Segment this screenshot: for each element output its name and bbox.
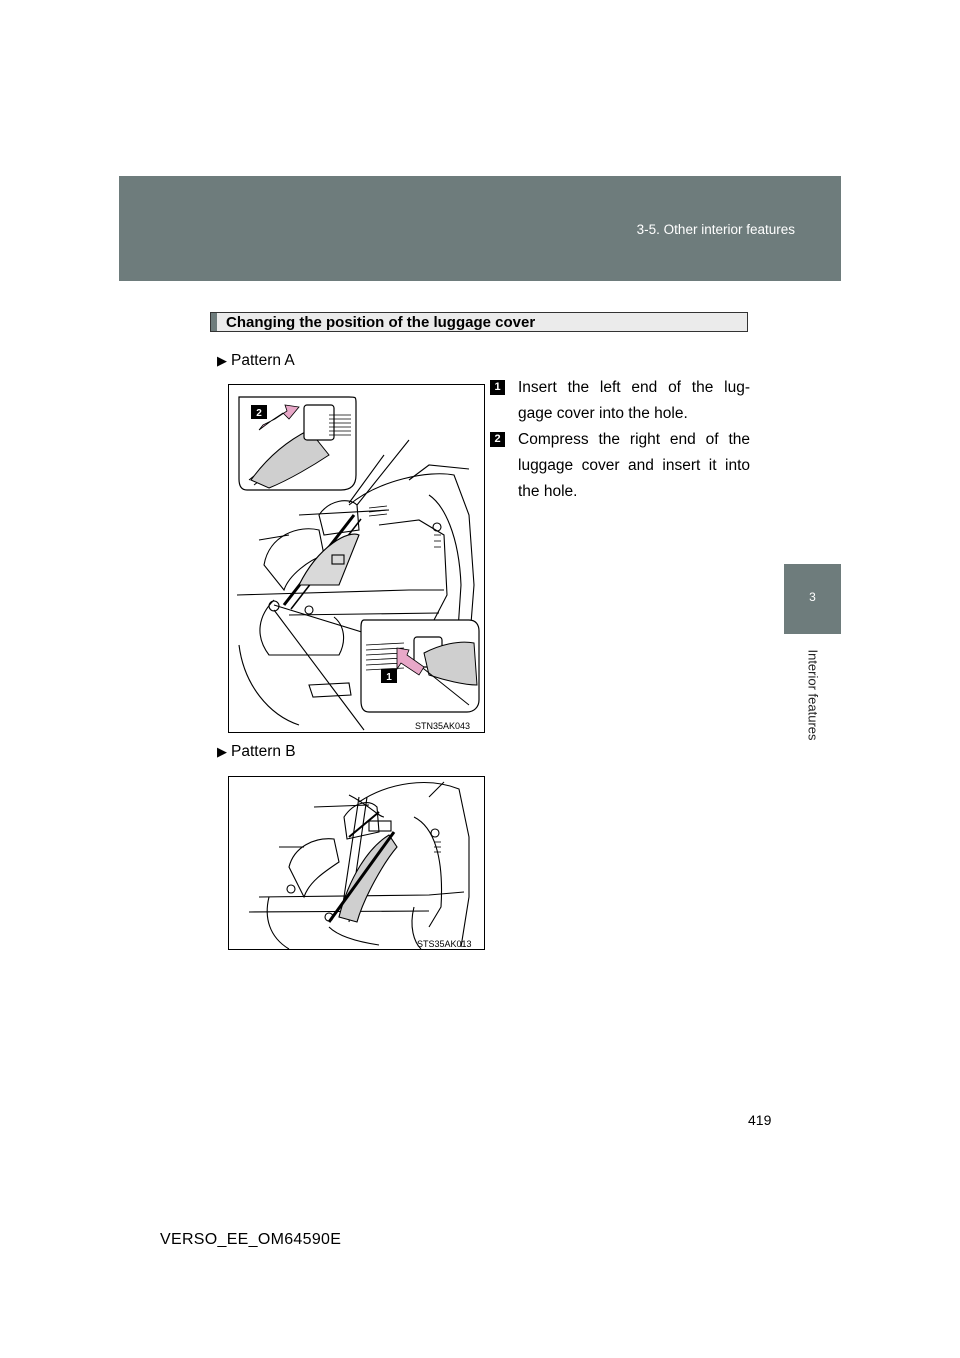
- document-code: VERSO_EE_OM64590E: [160, 1231, 342, 1248]
- pattern-a-label: [217, 352, 295, 370]
- step-2-line1: Compress the right end of the: [518, 431, 750, 448]
- figure-a-code: STN35AK043: [415, 721, 471, 731]
- step-1-line1: Insert the left end of the lug-: [518, 379, 750, 396]
- chapter-number: 3: [809, 590, 816, 604]
- chapter-label: [793, 640, 833, 750]
- step-2-number: 2: [490, 432, 505, 447]
- step-1-number: 1: [490, 380, 505, 395]
- callout-1-a: 1: [386, 672, 392, 683]
- section-heading: [210, 312, 748, 332]
- header-band: [119, 176, 841, 281]
- figure-pattern-b: [228, 776, 485, 950]
- section-heading-text: Changing the position of the luggage cover: [226, 314, 536, 331]
- section-heading-bar: [211, 313, 217, 331]
- step-1: [490, 375, 750, 427]
- luggage-cover-illustration-b: [229, 777, 486, 951]
- chapter-label-text: Interior features: [805, 649, 821, 741]
- luggage-cover-illustration-a: [229, 385, 486, 734]
- callout-2-a: 2: [256, 408, 262, 419]
- step-1-rest: gage cover into the hole.: [518, 405, 688, 422]
- figure-pattern-a: [228, 384, 485, 733]
- triangle-bullet-icon: ▶: [217, 744, 227, 759]
- triangle-bullet-icon: ▶: [217, 353, 227, 368]
- step-2: [490, 427, 750, 505]
- chapter-tab: [784, 564, 841, 634]
- step-2-rest: luggage cover and insert it into the hole.: [518, 457, 750, 500]
- page-number: 419: [748, 1112, 772, 1128]
- pattern-b-label: [217, 743, 296, 761]
- pattern-b-label-text: Pattern B: [231, 743, 296, 760]
- pattern-a-label-text: Pattern A: [231, 352, 295, 369]
- header-section-title: 3-5. Other interior features: [636, 222, 795, 237]
- figure-b-code: STS35AK013: [417, 939, 472, 949]
